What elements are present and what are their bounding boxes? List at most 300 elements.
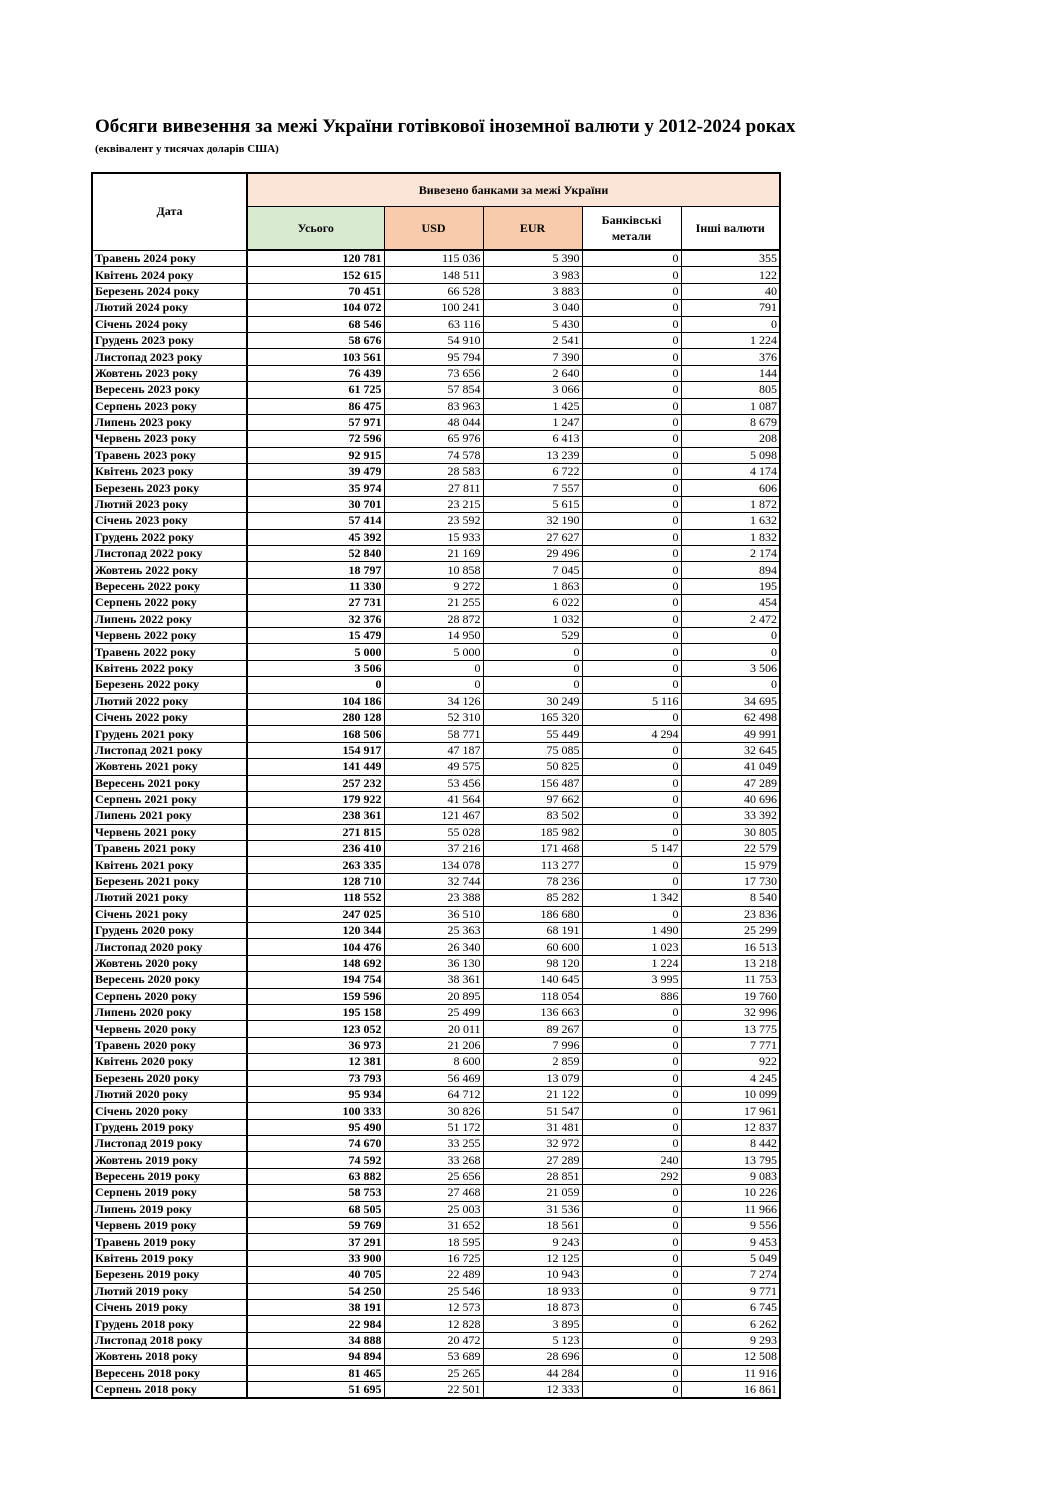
total-cell: 238 361 (247, 808, 384, 824)
date-cell: Червень 2021 року (92, 824, 247, 840)
total-cell: 5 000 (247, 644, 384, 660)
bank-metals-cell: 1 023 (582, 939, 681, 955)
bank-metals-cell: 0 (582, 250, 681, 267)
eur-cell: 13 239 (483, 447, 582, 463)
bank-metals-cell: 0 (582, 398, 681, 414)
table-row (92, 873, 780, 889)
total-cell: 152 615 (247, 267, 384, 283)
other-currencies-cell: 33 392 (681, 808, 780, 824)
date-cell: Листопад 2022 року (92, 546, 247, 562)
eur-cell: 3 066 (483, 382, 582, 398)
total-cell: 263 335 (247, 857, 384, 873)
usd-cell: 64 712 (384, 1086, 483, 1102)
usd-cell: 25 546 (384, 1283, 483, 1299)
table-row (92, 1316, 780, 1332)
table-row (92, 1283, 780, 1299)
table-row (92, 1086, 780, 1102)
eur-cell: 85 282 (483, 890, 582, 906)
bank-metals-cell: 1 342 (582, 890, 681, 906)
eur-cell: 1 863 (483, 578, 582, 594)
date-cell: Лютий 2021 року (92, 890, 247, 906)
other-currencies-cell: 6 262 (681, 1316, 780, 1332)
bank-metals-cell: 0 (582, 775, 681, 791)
table-row (92, 742, 780, 758)
table-row (92, 267, 780, 283)
total-cell: 120 781 (247, 250, 384, 267)
bank-metals-cell: 0 (582, 759, 681, 775)
eur-cell: 140 645 (483, 972, 582, 988)
eur-cell: 31 536 (483, 1201, 582, 1217)
other-currencies-cell: 4 245 (681, 1070, 780, 1086)
table-row (92, 382, 780, 398)
header-total: Усього (247, 207, 384, 251)
eur-cell: 5 615 (483, 496, 582, 512)
total-cell: 168 506 (247, 726, 384, 742)
eur-cell: 18 561 (483, 1218, 582, 1234)
date-cell: Вересень 2019 року (92, 1168, 247, 1184)
table-row (92, 1365, 780, 1381)
usd-cell: 23 592 (384, 513, 483, 529)
date-cell: Серпень 2019 року (92, 1185, 247, 1201)
table-row (92, 1037, 780, 1053)
table-body (92, 250, 780, 1398)
total-cell: 195 158 (247, 1004, 384, 1020)
total-cell: 123 052 (247, 1021, 384, 1037)
bank-metals-cell: 0 (582, 431, 681, 447)
date-cell: Лютий 2023 року (92, 496, 247, 512)
usd-cell: 18 595 (384, 1234, 483, 1250)
document-title: Обсяги вивезення за межі України готівкової іноземної валюти у 2012-2024 роках (95, 116, 796, 137)
bank-metals-cell: 0 (582, 824, 681, 840)
total-cell: 104 476 (247, 939, 384, 955)
eur-cell: 32 190 (483, 513, 582, 529)
other-currencies-cell: 15 979 (681, 857, 780, 873)
other-currencies-cell: 34 695 (681, 693, 780, 709)
other-currencies-cell: 11 916 (681, 1365, 780, 1381)
other-currencies-cell: 208 (681, 431, 780, 447)
other-currencies-cell: 922 (681, 1054, 780, 1070)
usd-cell: 95 794 (384, 349, 483, 365)
eur-cell: 13 079 (483, 1070, 582, 1086)
other-currencies-cell: 805 (681, 382, 780, 398)
date-cell: Квітень 2021 року (92, 857, 247, 873)
date-cell: Червень 2023 року (92, 431, 247, 447)
bank-metals-cell: 0 (582, 382, 681, 398)
bank-metals-cell: 0 (582, 857, 681, 873)
total-cell: 92 915 (247, 447, 384, 463)
other-currencies-cell: 40 696 (681, 791, 780, 807)
bank-metals-cell: 0 (582, 414, 681, 430)
table-row (92, 1168, 780, 1184)
usd-cell: 25 363 (384, 923, 483, 939)
total-cell: 27 731 (247, 595, 384, 611)
usd-cell: 28 583 (384, 464, 483, 480)
table-row (92, 1349, 780, 1365)
usd-cell: 14 950 (384, 627, 483, 643)
bank-metals-cell: 0 (582, 365, 681, 381)
table-row (92, 1136, 780, 1152)
eur-cell: 21 122 (483, 1086, 582, 1102)
table-row (92, 1054, 780, 1070)
usd-cell: 66 528 (384, 283, 483, 299)
bank-metals-cell: 5 116 (582, 693, 681, 709)
date-cell: Жовтень 2018 року (92, 1349, 247, 1365)
usd-cell: 54 910 (384, 332, 483, 348)
eur-cell: 0 (483, 644, 582, 660)
bank-metals-cell: 0 (582, 1267, 681, 1283)
eur-cell: 28 696 (483, 1349, 582, 1365)
header-bank-metals: Банківські метали (582, 207, 681, 251)
eur-cell: 3 983 (483, 267, 582, 283)
bank-metals-cell: 0 (582, 513, 681, 529)
date-cell: Червень 2022 року (92, 627, 247, 643)
usd-cell: 26 340 (384, 939, 483, 955)
date-cell: Червень 2019 року (92, 1218, 247, 1234)
total-cell: 61 725 (247, 382, 384, 398)
eur-cell: 97 662 (483, 791, 582, 807)
document-subtitle: (еквівалент у тисячах доларів США) (95, 143, 279, 155)
bank-metals-cell: 0 (582, 1037, 681, 1053)
eur-cell: 7 996 (483, 1037, 582, 1053)
other-currencies-cell: 10 226 (681, 1185, 780, 1201)
table-row (92, 1070, 780, 1086)
table-row (92, 1004, 780, 1020)
eur-cell: 83 502 (483, 808, 582, 824)
bank-metals-cell: 0 (582, 1365, 681, 1381)
total-cell: 58 753 (247, 1185, 384, 1201)
usd-cell: 31 652 (384, 1218, 483, 1234)
date-cell: Березень 2020 року (92, 1070, 247, 1086)
eur-cell: 12 333 (483, 1381, 582, 1398)
eur-cell: 78 236 (483, 873, 582, 889)
table-row (92, 562, 780, 578)
other-currencies-cell: 11 966 (681, 1201, 780, 1217)
table-row (92, 660, 780, 676)
eur-cell: 68 191 (483, 923, 582, 939)
total-cell: 36 973 (247, 1037, 384, 1053)
table-row (92, 1218, 780, 1234)
bank-metals-cell: 0 (582, 1201, 681, 1217)
total-cell: 11 330 (247, 578, 384, 594)
usd-cell: 21 255 (384, 595, 483, 611)
total-cell: 38 191 (247, 1300, 384, 1316)
usd-cell: 115 036 (384, 250, 483, 267)
other-currencies-cell: 40 (681, 283, 780, 299)
usd-cell: 0 (384, 660, 483, 676)
bank-metals-cell: 0 (582, 1332, 681, 1348)
table-row (92, 414, 780, 430)
table-row (92, 447, 780, 463)
total-cell: 3 506 (247, 660, 384, 676)
total-cell: 68 546 (247, 316, 384, 332)
eur-cell: 7 390 (483, 349, 582, 365)
other-currencies-cell: 41 049 (681, 759, 780, 775)
eur-cell: 3 895 (483, 1316, 582, 1332)
other-currencies-cell: 8 540 (681, 890, 780, 906)
usd-cell: 21 206 (384, 1037, 483, 1053)
usd-cell: 49 575 (384, 759, 483, 775)
other-currencies-cell: 32 645 (681, 742, 780, 758)
date-cell: Жовтень 2022 року (92, 562, 247, 578)
usd-cell: 0 (384, 677, 483, 693)
usd-cell: 83 963 (384, 398, 483, 414)
bank-metals-cell: 0 (582, 464, 681, 480)
usd-cell: 73 656 (384, 365, 483, 381)
other-currencies-cell: 16 861 (681, 1381, 780, 1398)
eur-cell: 186 680 (483, 906, 582, 922)
eur-cell: 0 (483, 660, 582, 676)
usd-cell: 100 241 (384, 300, 483, 316)
date-cell: Травень 2022 року (92, 644, 247, 660)
bank-metals-cell: 0 (582, 1300, 681, 1316)
usd-cell: 25 656 (384, 1168, 483, 1184)
other-currencies-cell: 12 837 (681, 1119, 780, 1135)
other-currencies-cell: 7 771 (681, 1037, 780, 1053)
other-currencies-cell: 0 (681, 644, 780, 660)
total-cell: 18 797 (247, 562, 384, 578)
other-currencies-cell: 9 453 (681, 1234, 780, 1250)
total-cell: 68 505 (247, 1201, 384, 1217)
usd-cell: 25 499 (384, 1004, 483, 1020)
other-currencies-cell: 17 961 (681, 1103, 780, 1119)
usd-cell: 58 771 (384, 726, 483, 742)
bank-metals-cell: 240 (582, 1152, 681, 1168)
date-cell: Березень 2022 року (92, 677, 247, 693)
bank-metals-cell: 0 (582, 1021, 681, 1037)
table-row (92, 1234, 780, 1250)
date-cell: Червень 2020 року (92, 1021, 247, 1037)
other-currencies-cell: 13 218 (681, 955, 780, 971)
bank-metals-cell: 0 (582, 1218, 681, 1234)
total-cell: 57 414 (247, 513, 384, 529)
other-currencies-cell: 10 099 (681, 1086, 780, 1102)
eur-cell: 18 933 (483, 1283, 582, 1299)
bank-metals-cell: 0 (582, 578, 681, 594)
date-cell: Липень 2021 року (92, 808, 247, 824)
date-cell: Грудень 2023 року (92, 332, 247, 348)
usd-cell: 10 858 (384, 562, 483, 578)
usd-cell: 33 255 (384, 1136, 483, 1152)
date-cell: Квітень 2020 року (92, 1054, 247, 1070)
usd-cell: 32 744 (384, 873, 483, 889)
other-currencies-cell: 22 579 (681, 841, 780, 857)
other-currencies-cell: 2 174 (681, 546, 780, 562)
total-cell: 74 670 (247, 1136, 384, 1152)
date-cell: Жовтень 2019 року (92, 1152, 247, 1168)
bank-metals-cell: 0 (582, 1070, 681, 1086)
table-row (92, 955, 780, 971)
header-eur: EUR (483, 207, 582, 251)
bank-metals-cell: 0 (582, 332, 681, 348)
other-currencies-cell: 1 224 (681, 332, 780, 348)
usd-cell: 27 468 (384, 1185, 483, 1201)
bank-metals-cell: 0 (582, 627, 681, 643)
total-cell: 76 439 (247, 365, 384, 381)
total-cell: 100 333 (247, 1103, 384, 1119)
date-cell: Вересень 2020 року (92, 972, 247, 988)
table-row (92, 1103, 780, 1119)
table-row (92, 841, 780, 857)
table-row (92, 1152, 780, 1168)
eur-cell: 2 640 (483, 365, 582, 381)
total-cell: 95 934 (247, 1086, 384, 1102)
date-cell: Березень 2024 року (92, 283, 247, 299)
total-cell: 57 971 (247, 414, 384, 430)
total-cell: 70 451 (247, 283, 384, 299)
usd-cell: 52 310 (384, 709, 483, 725)
bank-metals-cell: 0 (582, 283, 681, 299)
date-cell: Серпень 2023 року (92, 398, 247, 414)
usd-cell: 20 472 (384, 1332, 483, 1348)
table-row (92, 857, 780, 873)
eur-cell: 136 663 (483, 1004, 582, 1020)
date-cell: Березень 2021 року (92, 873, 247, 889)
total-cell: 154 917 (247, 742, 384, 758)
date-cell: Квітень 2019 року (92, 1250, 247, 1266)
table-row (92, 1267, 780, 1283)
total-cell: 22 984 (247, 1316, 384, 1332)
usd-cell: 38 361 (384, 972, 483, 988)
date-cell: Січень 2024 року (92, 316, 247, 332)
table-row (92, 513, 780, 529)
bank-metals-cell: 886 (582, 988, 681, 1004)
eur-cell: 5 123 (483, 1332, 582, 1348)
other-currencies-cell: 25 299 (681, 923, 780, 939)
table-row (92, 627, 780, 643)
other-currencies-cell: 1 832 (681, 529, 780, 545)
table-row (92, 709, 780, 725)
eur-cell: 185 982 (483, 824, 582, 840)
table-row (92, 283, 780, 299)
eur-cell: 12 125 (483, 1250, 582, 1266)
eur-cell: 6 022 (483, 595, 582, 611)
usd-cell: 36 130 (384, 955, 483, 971)
usd-cell: 51 172 (384, 1119, 483, 1135)
other-currencies-cell: 17 730 (681, 873, 780, 889)
total-cell: 179 922 (247, 791, 384, 807)
eur-cell: 165 320 (483, 709, 582, 725)
usd-cell: 22 489 (384, 1267, 483, 1283)
date-cell: Серпень 2022 року (92, 595, 247, 611)
total-cell: 51 695 (247, 1381, 384, 1398)
table-row (92, 546, 780, 562)
table-row (92, 791, 780, 807)
date-cell: Листопад 2021 року (92, 742, 247, 758)
bank-metals-cell: 5 147 (582, 841, 681, 857)
total-cell: 257 232 (247, 775, 384, 791)
table-row (92, 431, 780, 447)
eur-cell: 51 547 (483, 1103, 582, 1119)
usd-cell: 65 976 (384, 431, 483, 447)
total-cell: 74 592 (247, 1152, 384, 1168)
date-cell: Вересень 2021 року (92, 775, 247, 791)
usd-cell: 34 126 (384, 693, 483, 709)
table-row (92, 1250, 780, 1266)
header-date: Дата (92, 173, 247, 250)
date-cell: Серпень 2021 року (92, 791, 247, 807)
other-currencies-cell: 0 (681, 316, 780, 332)
usd-cell: 134 078 (384, 857, 483, 873)
table-row (92, 1381, 780, 1398)
bank-metals-cell: 1 224 (582, 955, 681, 971)
usd-cell: 56 469 (384, 1070, 483, 1086)
usd-cell: 16 725 (384, 1250, 483, 1266)
other-currencies-cell: 30 805 (681, 824, 780, 840)
total-cell: 12 381 (247, 1054, 384, 1070)
date-cell: Жовтень 2020 року (92, 955, 247, 971)
eur-cell: 75 085 (483, 742, 582, 758)
eur-cell: 118 054 (483, 988, 582, 1004)
eur-cell: 10 943 (483, 1267, 582, 1283)
total-cell: 280 128 (247, 709, 384, 725)
bank-metals-cell: 0 (582, 808, 681, 824)
other-currencies-cell: 9 556 (681, 1218, 780, 1234)
table-row (92, 398, 780, 414)
other-currencies-cell: 47 289 (681, 775, 780, 791)
other-currencies-cell: 0 (681, 677, 780, 693)
date-cell: Лютий 2024 року (92, 300, 247, 316)
total-cell: 30 701 (247, 496, 384, 512)
other-currencies-cell: 32 996 (681, 1004, 780, 1020)
total-cell: 59 769 (247, 1218, 384, 1234)
usd-cell: 33 268 (384, 1152, 483, 1168)
usd-cell: 30 826 (384, 1103, 483, 1119)
usd-cell: 21 169 (384, 546, 483, 562)
usd-cell: 53 689 (384, 1349, 483, 1365)
total-cell: 15 479 (247, 627, 384, 643)
eur-cell: 60 600 (483, 939, 582, 955)
date-cell: Липень 2019 року (92, 1201, 247, 1217)
total-cell: 72 596 (247, 431, 384, 447)
total-cell: 148 692 (247, 955, 384, 971)
eur-cell: 2 859 (483, 1054, 582, 1070)
total-cell: 236 410 (247, 841, 384, 857)
bank-metals-cell: 0 (582, 562, 681, 578)
bank-metals-cell: 0 (582, 1283, 681, 1299)
header-exported-by-banks: Вивезено банками за межі України (247, 173, 780, 207)
date-cell: Листопад 2018 року (92, 1332, 247, 1348)
other-currencies-cell: 8 442 (681, 1136, 780, 1152)
usd-cell: 121 467 (384, 808, 483, 824)
other-currencies-cell: 606 (681, 480, 780, 496)
usd-cell: 9 272 (384, 578, 483, 594)
total-cell: 52 840 (247, 546, 384, 562)
eur-cell: 2 541 (483, 332, 582, 348)
date-cell: Січень 2022 року (92, 709, 247, 725)
table-row (92, 693, 780, 709)
other-currencies-cell: 9 083 (681, 1168, 780, 1184)
bank-metals-cell: 0 (582, 906, 681, 922)
bank-metals-cell: 0 (582, 709, 681, 725)
bank-metals-cell: 0 (582, 873, 681, 889)
eur-cell: 1 247 (483, 414, 582, 430)
other-currencies-cell: 62 498 (681, 709, 780, 725)
bank-metals-cell: 0 (582, 1054, 681, 1070)
date-cell: Квітень 2024 року (92, 267, 247, 283)
other-currencies-cell: 9 293 (681, 1332, 780, 1348)
eur-cell: 32 972 (483, 1136, 582, 1152)
usd-cell: 57 854 (384, 382, 483, 398)
date-cell: Грудень 2019 року (92, 1119, 247, 1135)
total-cell: 194 754 (247, 972, 384, 988)
date-cell: Травень 2024 року (92, 250, 247, 267)
date-cell: Грудень 2022 року (92, 529, 247, 545)
bank-metals-cell: 0 (582, 1250, 681, 1266)
bank-metals-cell: 0 (582, 644, 681, 660)
bank-metals-cell: 0 (582, 1185, 681, 1201)
total-cell: 118 552 (247, 890, 384, 906)
total-cell: 104 072 (247, 300, 384, 316)
